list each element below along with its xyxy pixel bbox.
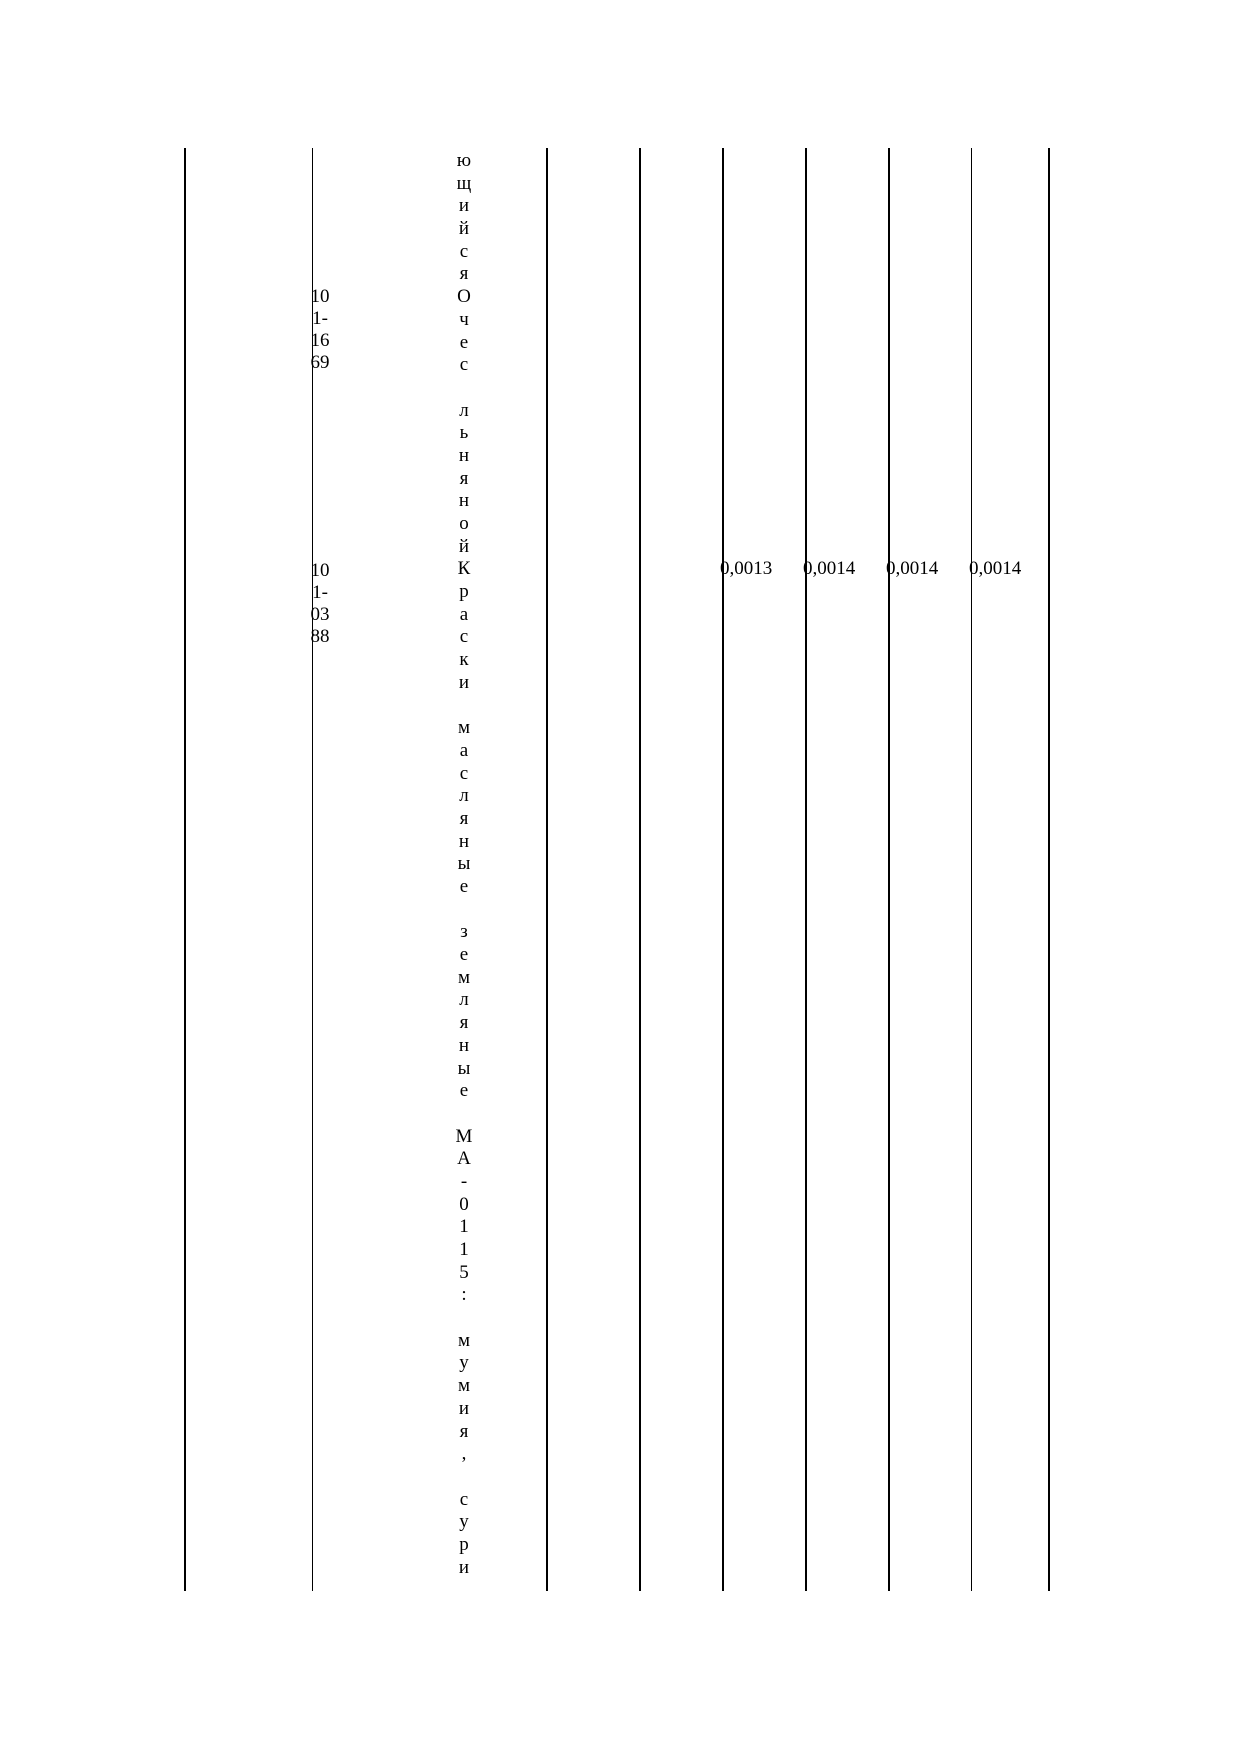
description-char: н [458, 444, 470, 466]
description-char: : [461, 1284, 467, 1306]
column-divider [546, 148, 548, 1591]
description-char: и [458, 1556, 470, 1578]
code-line: 03 [310, 604, 330, 625]
description-char [452, 1466, 476, 1489]
column-divider [722, 148, 724, 1591]
description-char: А [457, 1148, 471, 1170]
row-code [300, 286, 340, 374]
description-char: н [458, 490, 470, 512]
description-char: 5 [459, 1261, 469, 1283]
value-cell: 0,0014 [886, 558, 939, 579]
description-char: н [458, 830, 470, 852]
table-border-left [184, 148, 186, 1591]
description-char: й [458, 218, 470, 240]
description-char [452, 1103, 476, 1126]
description-char: ю [456, 150, 472, 171]
code-line: 10 [310, 560, 330, 581]
table-border-right [1048, 148, 1050, 1591]
code-line: 1- [312, 582, 328, 603]
description-char: о [459, 513, 469, 534]
description-char: ч [459, 308, 469, 330]
description-text [452, 558, 476, 1579]
description-char: 1 [459, 1239, 469, 1260]
description-char: а [459, 739, 469, 761]
description-char: я [459, 467, 469, 489]
description-char: ы [457, 853, 471, 875]
description-char: з [460, 921, 468, 943]
column-divider [639, 148, 641, 1591]
code-line: 1- [312, 308, 328, 329]
value-cell: 0,0013 [720, 558, 773, 579]
description-char: К [457, 558, 471, 580]
code-line: 16 [310, 330, 330, 351]
value-cell: 0,0014 [969, 558, 1022, 579]
description-char: л [459, 785, 469, 807]
description-char: я [459, 1012, 469, 1034]
description-char: я [459, 263, 469, 285]
description-char: я [459, 1420, 469, 1442]
description-fragment [452, 150, 476, 286]
description-char: 0 [459, 1193, 469, 1215]
row-code [300, 560, 340, 648]
description-char: я [459, 807, 469, 829]
description-column [452, 150, 476, 1579]
code-line: 10 [310, 286, 330, 307]
description-char: м [457, 966, 471, 988]
description-char: и [458, 1397, 470, 1419]
description-char: ы [457, 1057, 471, 1079]
description-char: р [459, 1533, 469, 1555]
description-char: м [457, 1329, 471, 1351]
description-char: к [459, 649, 469, 671]
description-char: с [459, 240, 469, 262]
description-char: с [459, 626, 469, 648]
description-char: у [459, 1352, 469, 1374]
description-char: е [459, 1080, 469, 1102]
description-char: й [458, 535, 470, 557]
column-divider [805, 148, 807, 1591]
description-char: О [457, 286, 471, 308]
description-char [452, 1307, 476, 1330]
description-char: р [459, 581, 469, 603]
description-char: - [460, 1170, 468, 1192]
description-char: с [459, 762, 469, 784]
code-line: 88 [310, 626, 330, 647]
description-char: л [459, 989, 469, 1011]
description-char: с [459, 354, 469, 376]
description-char: е [459, 944, 469, 966]
description-char: 1 [459, 1216, 469, 1238]
description-char: ь [459, 422, 469, 444]
description-char: щ [456, 172, 472, 194]
column-divider [888, 148, 890, 1591]
description-char: а [459, 603, 469, 625]
description-char [452, 377, 476, 400]
description-char: М [455, 1125, 473, 1147]
description-char: е [459, 876, 469, 897]
description-text [452, 286, 476, 558]
description-char [452, 899, 476, 922]
description-char: с [459, 1488, 469, 1510]
description-char [452, 695, 476, 718]
code-line: 69 [310, 352, 330, 373]
description-char: и [458, 195, 470, 217]
description-char: м [457, 1375, 471, 1397]
description-char: , [461, 1443, 467, 1465]
column-divider [971, 148, 972, 1591]
description-char: е [459, 331, 469, 353]
description-char: у [459, 1511, 469, 1533]
description-char: н [458, 1034, 470, 1056]
description-char: л [459, 399, 469, 421]
value-cell: 0,0014 [803, 558, 856, 579]
description-char: и [458, 671, 470, 693]
description-char: м [457, 717, 471, 739]
